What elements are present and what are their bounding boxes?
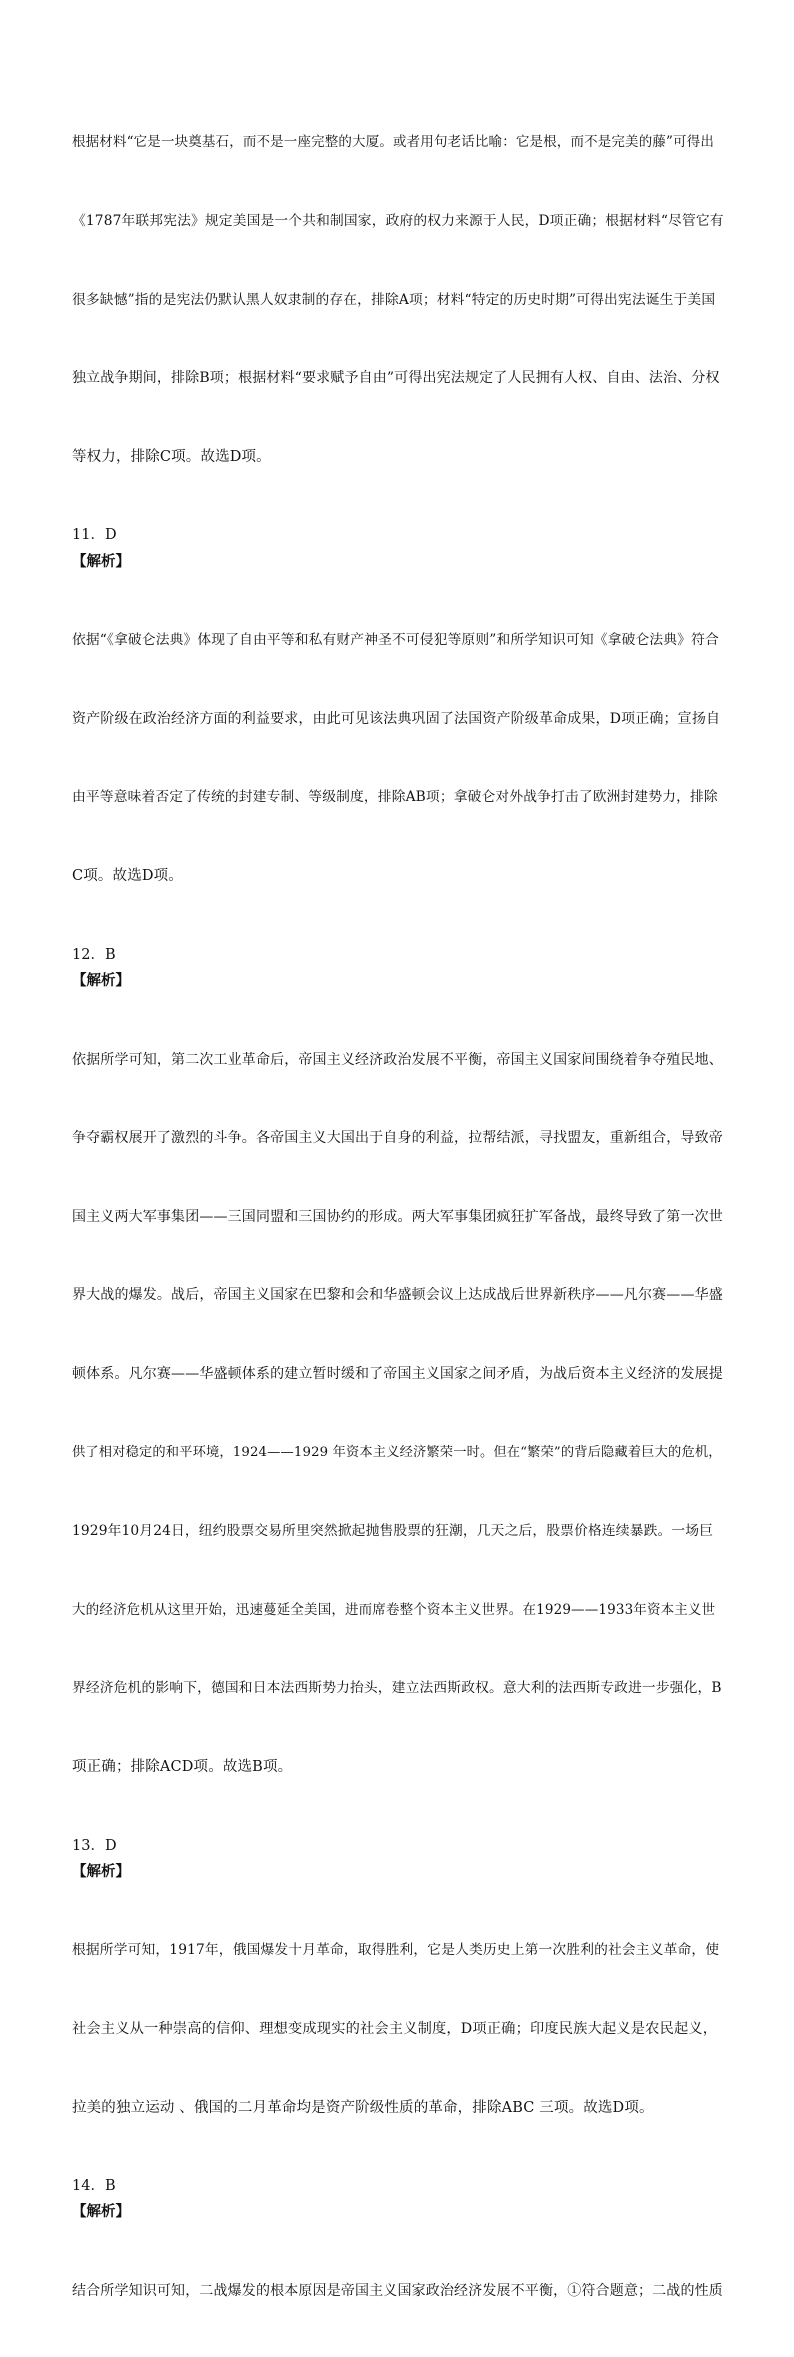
- text-line: 根据所学可知，1917年，俄国爆发十月革命，取得胜利，它是人类历史上第一次胜利的社会主义革命，使: [72, 1942, 720, 1959]
- question-number: 12．B: [72, 946, 116, 963]
- analysis-paragraph: [72, 2226, 722, 2357]
- intro-paragraph: [72, 77, 722, 522]
- analysis-tag: 【解析】: [72, 2203, 130, 2221]
- text-line: 大的经济危机从这里开始，迅速蔓延全美国，进而席卷整个资本主义世界。在1929——1933年资本主义世: [72, 1601, 716, 1618]
- question-12: [72, 942, 722, 1833]
- text-line: 供了相对稳定的和平环境，1924——1929 年资本主义经济繁荣一时。但在“繁荣”的背后隐藏着巨大的危机，: [72, 1444, 722, 1460]
- text-line: 界经济危机的影响下，德国和日本法西斯势力抬头，建立法西斯政权。意大利的法西斯专政进一步强化，B: [72, 1680, 722, 1697]
- analysis-paragraph: [72, 994, 722, 1833]
- text-line: 项正确；排除ACD项。故选B项。: [72, 1759, 293, 1775]
- text-line: 由平等意味着否定了传统的封建专制、等级制度，排除AB项；拿破仑对外战争打击了欧洲封建势力，排除: [72, 789, 718, 806]
- text-line: 1929年10月24日，纽约股票交易所里突然掀起抛售股票的狂潮，几天之后，股票价格连续暴跌。一场巨: [72, 1523, 714, 1540]
- analysis-tag: 【解析】: [72, 552, 130, 570]
- text-line: 《1787年联邦宪法》规定美国是一个共和制国家，政府的权力来源于人民，D项正确；根据材料“尽管它有: [72, 213, 724, 230]
- text-line: 独立战争期间，排除B项；根据材料“要求赋予自由”可得出宪法规定了人民拥有人权、自由、法治、分权: [72, 370, 720, 387]
- text-line: 等权力，排除C项。故选D项。: [72, 448, 271, 465]
- analysis-tag: 【解析】: [72, 1862, 130, 1880]
- document-page: [72, 77, 722, 2357]
- question-number: 11．D: [72, 527, 117, 544]
- question-11: [72, 522, 722, 941]
- text-line: 争夺霸权展开了激烈的斗争。各帝国主义大国出于自身的利益，拉帮结派，寻找盟友，重新组合，导致帝: [72, 1130, 723, 1147]
- text-line: 资产阶级在政治经济方面的利益要求，由此可见该法典巩固了法国资产阶级革命成果，D项正确；宣扬自: [72, 710, 721, 727]
- text-line: 很多缺憾”指的是宪法仍默认黑人奴隶制的存在，排除A项；材料“特定的历史时期”可得出宪法诞生于美国: [72, 291, 716, 308]
- question-14: [72, 2173, 722, 2356]
- text-line: 依据“《拿破仑法典》体现了自由平等和私有财产神圣不可侵犯等原则”和所学知识可知《拿破仑法典》符合: [72, 632, 719, 649]
- text-line: 拉美的独立运动 、俄国的二月革命均是资产阶级性质的革命，排除ABC 三项。故选D项。: [72, 2099, 654, 2116]
- text-line: 依据所学可知，第二次工业革命后，帝国主义经济政治发展不平衡，帝国主义国家间围绕着争夺殖民地、: [72, 1051, 723, 1068]
- question-number: 14．B: [72, 2178, 116, 2195]
- analysis-paragraph: [72, 1885, 722, 2173]
- text-line: 根据材料“它是一块奠基石，而不是一座完整的大厦。或者用句老话比喻：它是根，而不是完美的藤”可得出: [72, 134, 715, 151]
- question-number: 13．D: [72, 1837, 117, 1854]
- analysis-paragraph: [72, 575, 722, 942]
- text-line: 国主义两大军事集团——三国同盟和三国协约的形成。两大军事集团疯狂扩军备战，最终导致了第一次世: [72, 1208, 723, 1225]
- analysis-tag: 【解析】: [72, 971, 130, 989]
- text-line: 社会主义从一种崇高的信仰、理想变成现实的社会主义制度，D项正确；印度民族大起义是农民起义，: [72, 2021, 718, 2038]
- text-line: 顿体系。凡尔赛——华盛顿体系的建立暂时缓和了帝国主义国家之间矛盾，为战后资本主义经济的发展提: [72, 1365, 723, 1382]
- text-line: 界大战的爆发。战后，帝国主义国家在巴黎和会和华盛顿会议上达成战后世界新秩序——凡尔赛——华盛: [72, 1287, 723, 1304]
- question-13: [72, 1833, 722, 2174]
- text-line: C项。故选D项。: [72, 868, 183, 885]
- text-line: 结合所学知识可知，二战爆发的根本原因是帝国主义国家政治经济发展不平衡，①符合题意；二战的性质: [72, 2283, 723, 2300]
